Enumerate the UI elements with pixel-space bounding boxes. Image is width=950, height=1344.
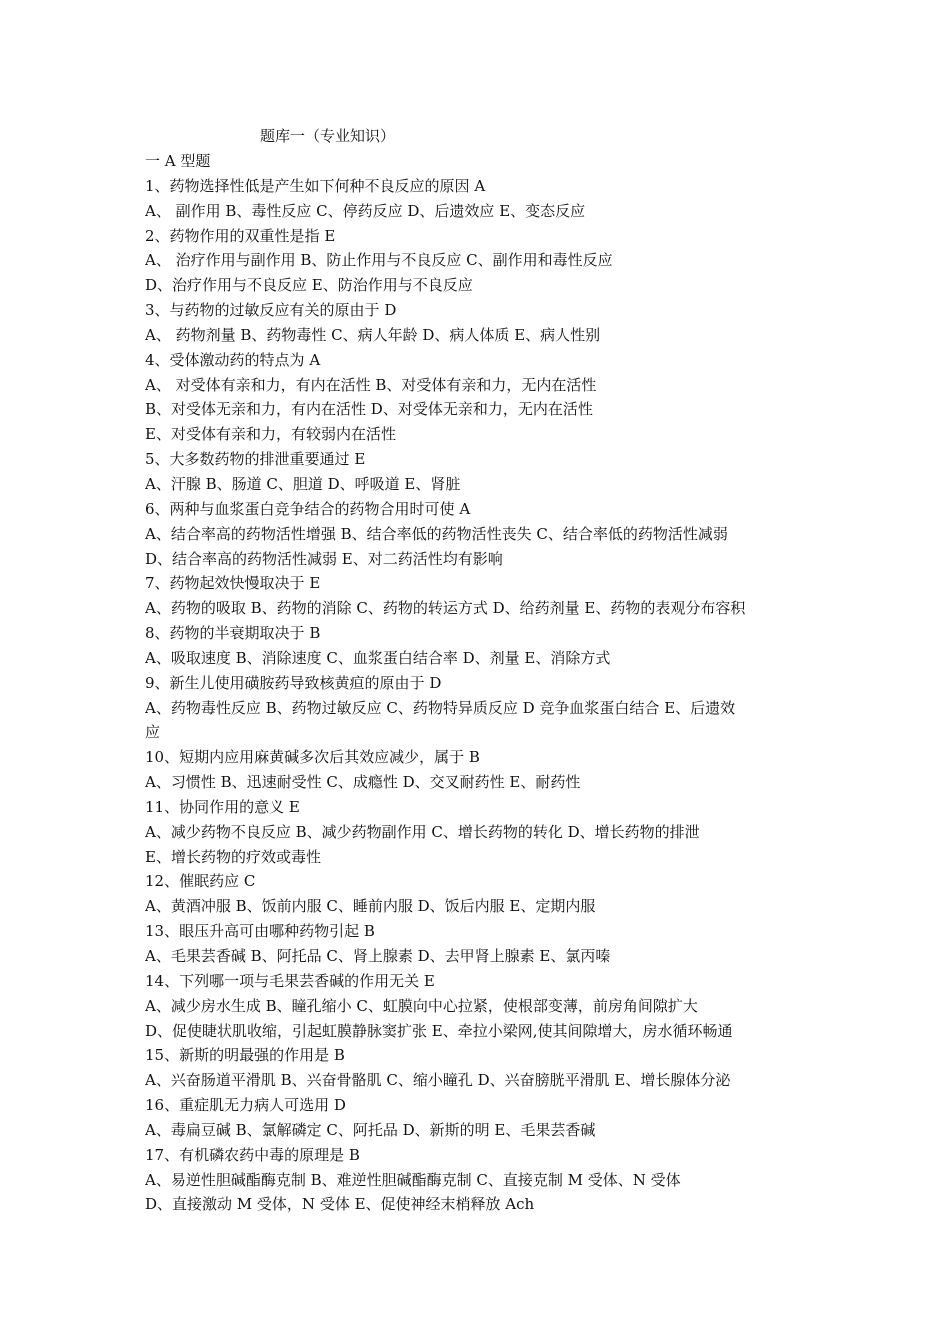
text-line: B、对受体无亲和力，有内在活性 D、对受体无亲和力，无内在活性 xyxy=(145,400,593,419)
text-line: A、兴奋肠道平滑肌 B、兴奋骨骼肌 C、缩小瞳孔 D、兴奋膀胱平滑肌 E、增长腺体分泌 xyxy=(145,1071,731,1090)
text-line: A、结合率高的药物活性增强 B、结合率低的药物活性丧失 C、结合率低的药物活性减弱 xyxy=(145,524,728,543)
text-line: A、药物毒性反应 B、药物过敏反应 C、药物特异质反应 D 竞争血浆蛋白结合 E、后遗效 xyxy=(145,698,736,717)
text-line: E、增长药物的疗效或毒性 xyxy=(145,847,321,866)
text-line: A、汗腺 B、肠道 C、胆道 D、呼吸道 E、肾脏 xyxy=(145,474,461,493)
text-line: 13、眼压升高可由哪种药物引起 B xyxy=(145,922,375,941)
text-line: A、吸取速度 B、消除速度 C、血浆蛋白结合率 D、剂量 E、消除方式 xyxy=(145,648,611,667)
text-line: A、 药物剂量 B、药物毒性 C、病人年龄 D、病人体质 E、病人性别 xyxy=(145,325,601,344)
text-line: A、毒扁豆碱 B、氯解磷定 C、阿托品 D、新斯的明 E、毛果芸香碱 xyxy=(145,1120,596,1139)
text-line: A、减少房水生成 B、瞳孔缩小 C、虹膜向中心拉紧，使根部变薄，前房角间隙扩大 xyxy=(145,996,698,1015)
text-line: 15、新斯的明最强的作用是 B xyxy=(145,1046,345,1065)
text-line: 9、新生儿使用磺胺药导致核黄疸的原由于 D xyxy=(145,673,442,692)
text-line: 17、有机磷农药中毒的原理是 B xyxy=(145,1145,360,1164)
document-title: 题库一（专业知识） xyxy=(260,127,396,145)
text-line: 8、药物的半衰期取决于 B xyxy=(145,624,321,643)
text-line: 11、协同作用的意义 E xyxy=(145,797,300,816)
text-line: 应 xyxy=(145,723,161,742)
text-line: E、对受体有亲和力，有较弱内在活性 xyxy=(145,425,396,444)
text-line: D、直接激动 M 受体，N 受体 E、促使神经末梢释放 Ach xyxy=(145,1195,535,1214)
text-line: A、习惯性 B、迅速耐受性 C、成瘾性 D、交叉耐药性 E、耐药性 xyxy=(145,773,581,792)
text-line: 2、药物作用的双重性是指 E xyxy=(145,226,336,245)
text-line: 3、与药物的过敏反应有关的原由于 D xyxy=(145,301,397,320)
text-line: 7、药物起效快慢取决于 E xyxy=(145,574,321,593)
text-line: D、结合率高的药物活性减弱 E、对二药活性均有影响 xyxy=(145,549,503,568)
text-line: 5、大多数药物的排泄重要通过 E xyxy=(145,450,366,469)
text-line: 10、短期内应用麻黄碱多次后其效应减少，属于 B xyxy=(145,748,480,767)
text-line: A、 副作用 B、毒性反应 C、停药反应 D、后遗效应 E、变态反应 xyxy=(145,201,586,220)
text-line: 14、下列哪一项与毛果芸香碱的作用无关 E xyxy=(145,971,435,990)
document-body xyxy=(145,149,815,1217)
text-line: 一 A 型题 xyxy=(145,152,211,170)
text-line: A、黄酒冲服 B、饭前内服 C、睡前内服 D、饭后内服 E、定期内服 xyxy=(145,897,596,916)
text-line: A、 对受体有亲和力，有内在活性 B、对受体有亲和力，无内在活性 xyxy=(145,375,597,394)
text-line: A、易逆性胆碱酯酶克制 B、难逆性胆碱酯酶克制 C、直接克制 M 受体、N 受体 xyxy=(145,1170,681,1189)
text-line: A、毛果芸香碱 B、阿托品 C、肾上腺素 D、去甲肾上腺素 E、氯丙嗪 xyxy=(145,947,611,965)
text-line: 12、催眠药应 C xyxy=(145,872,256,891)
text-line: A、 治疗作用与副作用 B、防止作用与不良反应 C、副作用和毒性反应 xyxy=(145,251,613,270)
text-line: 1、药物选择性低是产生如下何种不良反应的原因 A xyxy=(145,176,486,195)
text-line: 6、两种与血浆蛋白竞争结合的药物合用时可使 A xyxy=(145,499,471,518)
text-line: 4、受体激动药的特点为 A xyxy=(145,350,321,369)
text-line: 16、重症肌无力病人可选用 D xyxy=(145,1096,346,1115)
text-line: D、促使睫状肌收缩，引起虹膜静脉窦扩张 E、牵拉小梁网,使其间隙增大，房水循环畅通 xyxy=(145,1021,733,1040)
text-line: A、药物的吸取 B、药物的消除 C、药物的转运方式 D、给药剂量 E、药物的表观分布容积 xyxy=(145,599,746,618)
text-line: D、治疗作用与不良反应 E、防治作用与不良反应 xyxy=(145,276,473,295)
text-line: A、减少药物不良反应 B、减少药物副作用 C、增长药物的转化 D、增长药物的排泄 xyxy=(145,822,700,841)
